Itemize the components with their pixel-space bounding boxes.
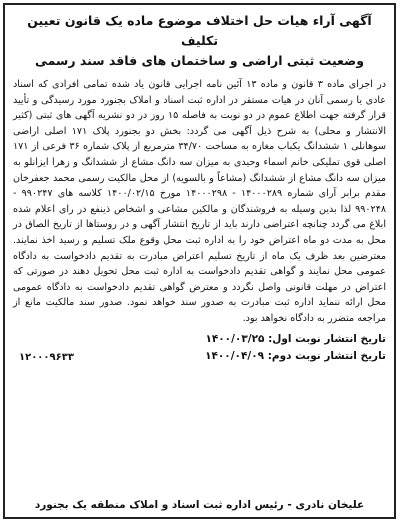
first-publication-date: [13, 331, 386, 348]
first-date-value: ۱۴۰۰/۰۳/۲۵: [205, 332, 265, 345]
notice-title: [5, 11, 394, 71]
signature-line: علیخان نادری - رئیس اداره ثبت اسناد و املاک منطقه یک بجنورد: [34, 499, 365, 511]
second-date-label: تاریخ انتشار نوبت دوم:: [267, 349, 386, 362]
legal-notice: [3, 3, 396, 519]
second-date-value: ۱۴۰۰/۰۴/۰۹: [205, 349, 265, 362]
title-line-1: آگهی آراء هیات حل اختلاف موضوع ماده یک قانون تعیین تکلیف: [27, 13, 372, 48]
publication-dates: [5, 327, 394, 365]
notice-body: [5, 71, 394, 327]
title-line-2: وضعیت ثبتی اراضی و ساختمان های فاقد سند رسمی: [35, 53, 364, 68]
notice-paragraph: در اجرای ماده ۳ قانون و ماده ۱۳ آئین نامه اجرایی قانون یاد شده تمامی افرادی که اسناد عادی یا رسمی آنان در هیات مستقر در اداره ثبت اسناد و املاک بجنورد مورد رسیدگی و تأیید قرار گرفته جهت اطلاع عموم در دو نوبت به فاصله ۱۵ روز در دو نشریه آگهی های ثبتی (کثیر الانتشار و محلی) به شرح ذیل آگهی می گردد: بخش دو بجنورد پلاک ۱۷۱ اصلی اراضی سوهانلی ۱ ششدانگ یکباب مغازه به مساحت ۳۴/۷۰ مترمربع از پلاک شماره ۳۶ فرعی از ۱۷۱ اصلی قوی تملیکی خانم اسماء وحیدی به میزان سه دانگ مشاع از ششدانگ و زهرا ایزانلو به میزان سه دانگ مشاع از ششدانگ (مشاعاً و بالسویه) از محل مالکیت رسمی محمد جعفرخان مقدم برابر آرای شماره ۱۴۰۰۰۲۸۹ - ۱۴۰۰۰۲۹۸ مورخ ۱۴۰۰/۰۲/۱۵ کلاسه های ۹۹۰۲۴۷ - ۹۹۰۲۴۸ لذا بدین وسیله به فروشندگان و مالکین مشاعی و اشخاص ذینفع در رای اعلام شده ابلاغ می گردد چنانچه اعتراضی دارند باید از تاریخ انتشار آگهی و در روستاها از تاریخ الصاق در محل به مدت دو ماه اعتراض خود را به اداره ثبت محل وقوع ملک تسلیم و رسید اخذ نمایند. معترضین بعد ظرف یک ماه از تاریخ تسلیم اعتراض مبادرت به تقدیم دادخواست به دادگاه عمومی محل نمایند و گواهی تقدیم دادخواست به اداره ثبت محل تحویل دهند در صورتی که اعتراض در مهلت قانونی واصل نگردد و معترض گواهی تقدیم دادخواست به دادگاه عمومی محل ارائه ننماید اداره ثبت مبادرت به صدور سند خواهد نمود. صدور سند مالکیت مانع از مراجعه متضرر به دادگاه نخواهد بود.: [13, 79, 387, 324]
first-date-label: تاریخ انتشار نوبت اول:: [268, 332, 386, 345]
notice-code: ۱۲۰۰۰۹۶۳۳: [19, 351, 74, 363]
